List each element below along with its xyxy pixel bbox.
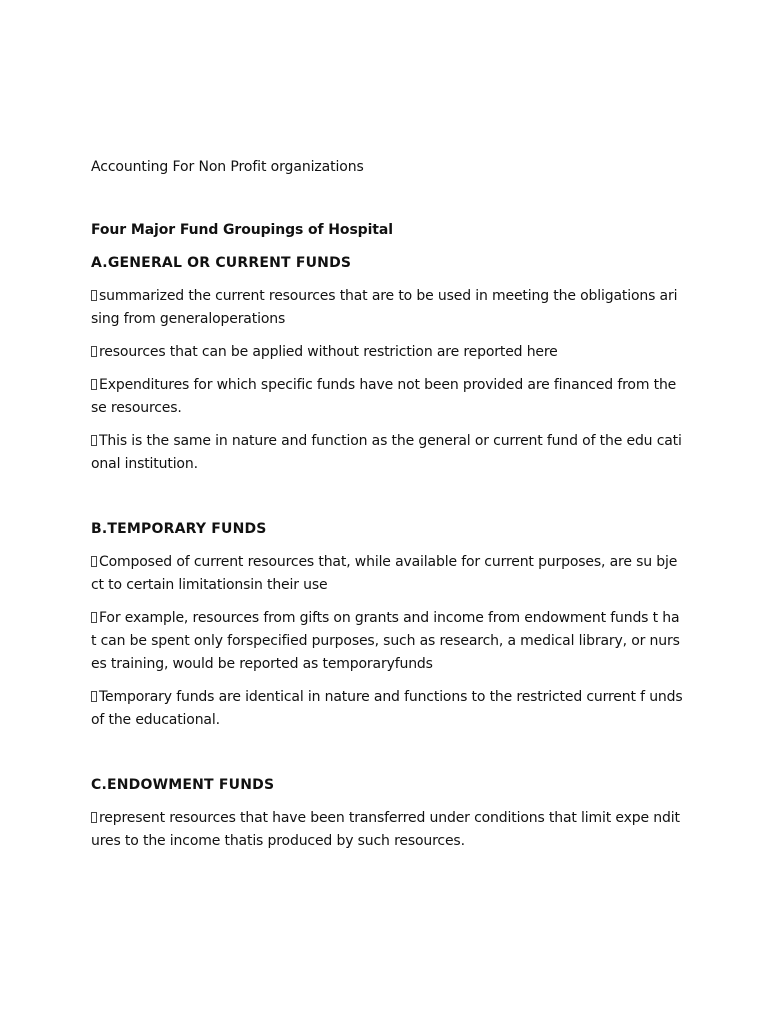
section-general-funds	[91, 252, 683, 476]
paragraph-text: represent resources that have been transferred under conditions that limit expe nditures to the income thatis produced by such resources.	[91, 810, 680, 849]
missing-glyph-bullet-icon	[91, 346, 97, 357]
bullet-paragraph	[91, 807, 683, 853]
missing-glyph-bullet-icon	[91, 435, 97, 446]
section-endowment-funds	[91, 774, 683, 853]
bullet-paragraph	[91, 430, 683, 476]
paragraph-text: Temporary funds are identical in nature and functions to the restricted current f unds of the educational.	[91, 689, 683, 728]
missing-glyph-bullet-icon	[91, 812, 97, 823]
bullet-paragraph	[91, 607, 683, 676]
paragraph-text: Composed of current resources that, while available for current purposes, are su bject to certain limitationsin their use	[91, 554, 678, 593]
section-temporary-funds	[91, 518, 683, 732]
paragraph-text: summarized the current resources that are to be used in meeting the obligations arising from generaloperations	[91, 288, 678, 327]
section-heading: A.GENERAL OR CURRENT FUNDS	[91, 255, 352, 271]
main-heading: Four Major Fund Groupings of Hospital	[91, 222, 393, 238]
missing-glyph-bullet-icon	[91, 379, 97, 390]
bullet-paragraph	[91, 374, 683, 420]
missing-glyph-bullet-icon	[91, 691, 97, 702]
paragraph-text: Expenditures for which specific funds have not been provided are financed from these resources.	[91, 377, 677, 416]
paragraph-text: resources that can be applied without restriction are reported here	[99, 344, 558, 360]
paragraph-text: For example, resources from gifts on grants and income from endowment funds t hat can be spent only forspecified purposes, such as research, a medical library, or nurses training, would be reported as temporaryfunds	[91, 610, 680, 672]
bullet-paragraph	[91, 341, 683, 364]
bullet-paragraph	[91, 285, 683, 331]
section-heading: B.TEMPORARY FUNDS	[91, 521, 267, 537]
bullet-paragraph	[91, 551, 683, 597]
bullet-paragraph	[91, 686, 683, 732]
missing-glyph-bullet-icon	[91, 612, 97, 623]
section-heading: C.ENDOWMENT FUNDS	[91, 777, 275, 793]
missing-glyph-bullet-icon	[91, 290, 97, 301]
paragraph-text: This is the same in nature and function as the general or current fund of the edu cational institution.	[91, 433, 682, 472]
document-body	[91, 156, 683, 863]
missing-glyph-bullet-icon	[91, 556, 97, 567]
document-title: Accounting For Non Profit organizations	[91, 159, 364, 175]
